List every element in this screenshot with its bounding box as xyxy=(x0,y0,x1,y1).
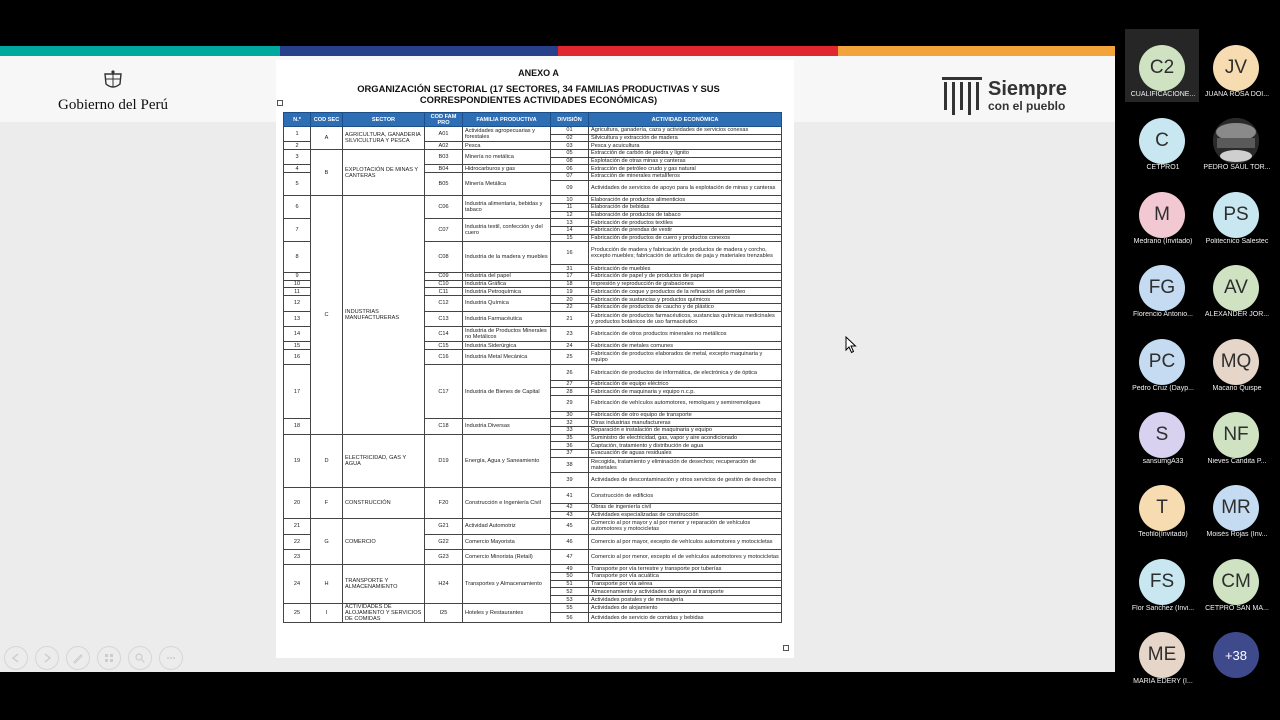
table-cell: C06 xyxy=(425,196,463,219)
table-cell: 16 xyxy=(284,350,311,365)
table-cell: Actividades de servicio de comidas y bebidas xyxy=(589,613,782,623)
table-row xyxy=(284,565,782,573)
table-cell: Elaboración de productos de tabaco xyxy=(589,211,782,219)
avatar: CM xyxy=(1213,559,1259,605)
zoom-button[interactable] xyxy=(128,646,152,670)
table-cell: Fabricación de vehículos automotores, remolques y semirremolques xyxy=(589,396,782,411)
participant-name: CETPRO SAN MA... xyxy=(1205,604,1269,612)
table-cell: 24 xyxy=(551,342,589,350)
table-cell: C12 xyxy=(425,296,463,311)
table-cell: Fabricación de productos de cuero y productos conexos xyxy=(589,234,782,242)
table-cell: C18 xyxy=(425,419,463,434)
table-cell: Industria del papel xyxy=(463,273,551,281)
table-cell: 22 xyxy=(551,303,589,311)
table-cell: B03 xyxy=(425,150,463,165)
participant-name: Macario Quispe xyxy=(1212,384,1262,392)
participant-tile[interactable] xyxy=(1125,29,1199,102)
table-cell: 1 xyxy=(284,127,311,142)
sector-table xyxy=(283,112,782,623)
selection-handle[interactable] xyxy=(783,645,789,651)
avatar: AV xyxy=(1213,265,1259,311)
table-cell: Impresión y reproducción de grabaciones xyxy=(589,280,782,288)
table-row xyxy=(284,434,782,442)
table-cell: 31 xyxy=(551,265,589,273)
table-cell: Actividades especializadas de construcción xyxy=(589,511,782,519)
table-cell: 56 xyxy=(551,613,589,623)
document-subtitle: ORGANIZACIÓN SECTORIAL (17 SECTORES, 34 FAMILIAS PRODUCTIVAS Y SUS CORRESPONDIENTES ACTIVIDADES ECONÓMICAS) xyxy=(357,83,720,105)
table-cell: Industria Diversas xyxy=(463,419,551,434)
table-cell: Fabricación de otros productos minerales no metálicos xyxy=(589,326,782,341)
participant-tile[interactable] xyxy=(1199,249,1273,322)
table-cell: 42 xyxy=(551,503,589,511)
table-cell: Actividades agropecuarias y forestales xyxy=(463,127,551,142)
table-cell: Minería no metálica xyxy=(463,150,551,165)
column-header: SECTOR xyxy=(343,113,425,127)
table-cell: Reparación e instalación de maquinaria y equipo xyxy=(589,426,782,434)
participant-tile[interactable] xyxy=(1199,323,1273,396)
arrow-left-icon xyxy=(10,652,22,664)
participant-tile[interactable] xyxy=(1125,102,1199,175)
table-cell: 13 xyxy=(284,311,311,326)
table-cell: 01 xyxy=(551,127,589,135)
table-cell: Comercio Mayorista xyxy=(463,534,551,549)
column-header: FAMILIA PRODUCTIVA xyxy=(463,113,551,127)
table-cell: I xyxy=(311,603,343,622)
next-button[interactable] xyxy=(35,646,59,670)
columns-icon xyxy=(940,75,984,117)
table-cell: 09 xyxy=(551,180,589,195)
slide-toolbar xyxy=(4,646,183,670)
table-cell: 8 xyxy=(284,242,311,273)
government-logo xyxy=(48,70,178,120)
participant-tile[interactable] xyxy=(1199,396,1273,469)
avatar: +38 xyxy=(1213,632,1259,678)
table-cell: 25 xyxy=(551,350,589,365)
table-cell: Industria de la madera y muebles xyxy=(463,242,551,273)
magnifier-icon xyxy=(134,652,146,664)
table-cell: C11 xyxy=(425,288,463,296)
shared-screen xyxy=(0,46,1115,672)
table-cell: 14 xyxy=(551,226,589,234)
table-cell: 03 xyxy=(551,142,589,150)
table-cell: Fabricación de metales comunes xyxy=(589,342,782,350)
table-cell: 49 xyxy=(551,565,589,573)
participant-tile[interactable] xyxy=(1125,469,1199,542)
table-cell: B xyxy=(311,150,343,196)
color-segment xyxy=(838,46,1115,56)
table-cell: 26 xyxy=(551,365,589,380)
table-cell: C13 xyxy=(425,311,463,326)
document-title: ANEXO A xyxy=(518,68,559,78)
table-cell: Transporte por vía acuática xyxy=(589,573,782,581)
table-cell: COMERCIO xyxy=(343,519,425,565)
table-cell: 18 xyxy=(551,280,589,288)
table-cell: Comercio al por mayor y al por menor y reparación de vehículos automotores y motocicletas xyxy=(589,519,782,534)
table-cell: 4 xyxy=(284,165,311,173)
table-cell: 12 xyxy=(551,211,589,219)
table-cell: 14 xyxy=(284,326,311,341)
table-cell: Construcción de edificios xyxy=(589,488,782,503)
table-cell: 15 xyxy=(284,342,311,350)
table-cell: Recogida, tratamiento y eliminación de desechos; recuperación de materiales xyxy=(589,457,782,472)
table-cell: 43 xyxy=(551,511,589,519)
table-cell: CONSTRUCCIÓN xyxy=(343,488,425,519)
table-cell: F20 xyxy=(425,488,463,519)
avatar: JV xyxy=(1213,45,1259,91)
table-cell: Evacuación de aguas residuales xyxy=(589,450,782,458)
table-cell: 6 xyxy=(284,196,311,219)
pen-button[interactable] xyxy=(66,646,90,670)
table-cell: C17 xyxy=(425,365,463,419)
table-cell: 37 xyxy=(551,450,589,458)
table-cell: Actividades de descontaminación y otros servicios de gestión de desechos xyxy=(589,473,782,488)
table-cell: Pesca xyxy=(463,142,551,150)
table-cell: Fabricación de otro equipo de transporte xyxy=(589,411,782,419)
mouse-cursor-icon xyxy=(845,336,857,354)
table-cell: 36 xyxy=(551,442,589,450)
table-cell: Fabricación de productos textiles xyxy=(589,219,782,227)
avatar: FG xyxy=(1139,265,1185,311)
table-cell: Industria Química xyxy=(463,296,551,311)
table-cell: Industria de Productos Minerales no Metálicos xyxy=(463,326,551,341)
column-header: ACTIVIDAD ECONÓMICA xyxy=(589,113,782,127)
table-cell: Hoteles y Restaurantes xyxy=(463,603,551,622)
participant-name: JUANA ROSA DOI... xyxy=(1204,91,1270,98)
table-cell: 39 xyxy=(551,473,589,488)
column-header: N.º xyxy=(284,113,311,127)
table-cell: Transporte por vía aérea xyxy=(589,580,782,588)
table-cell: Transportes y Almacenamiento xyxy=(463,565,551,603)
table-cell: C14 xyxy=(425,326,463,341)
table-cell: 24 xyxy=(284,565,311,603)
table-cell: 21 xyxy=(551,311,589,326)
table-cell: Industria Metal Mecánica xyxy=(463,350,551,365)
participant-name: sansumgA33 xyxy=(1142,458,1184,465)
table-cell: Extracción de carbón de piedra y lignito xyxy=(589,150,782,158)
table-cell: Fabricación de productos farmacéuticos, sustancias químicas medicinales y productos botánicos de uso farmacéutico xyxy=(589,311,782,326)
participant-name: PEDRO SAUL TOR... xyxy=(1203,164,1271,172)
participant-tile[interactable] xyxy=(1125,249,1199,322)
table-cell: 02 xyxy=(551,134,589,142)
avatar: FS xyxy=(1139,559,1185,605)
table-cell: Hidrocarburos y gas xyxy=(463,165,551,173)
table-cell: 10 xyxy=(551,196,589,204)
table-row xyxy=(284,127,782,135)
table-cell: 12 xyxy=(284,296,311,311)
table-cell: H xyxy=(311,565,343,603)
table-cell: Extracción de petróleo crudo y gas natural xyxy=(589,165,782,173)
avatar: C2 xyxy=(1139,45,1185,91)
table-cell: INDUSTRIAS MANUFACTURERAS xyxy=(343,196,425,434)
color-segment xyxy=(280,46,558,56)
participants-panel xyxy=(1115,0,1280,720)
table-cell: Comercio al por menor, excepto el de vehículos automotores y motocicletas xyxy=(589,550,782,565)
participant-name: CUALIFICACIONE... xyxy=(1130,91,1196,98)
table-cell: Pesca y acuicultura xyxy=(589,142,782,150)
table-cell: 20 xyxy=(551,296,589,304)
table-cell: Obras de ingeniería civil xyxy=(589,503,782,511)
participant-tile[interactable] xyxy=(1125,543,1199,616)
avatar: ME xyxy=(1139,632,1185,678)
table-cell: 07 xyxy=(551,173,589,181)
table-cell: 22 xyxy=(284,534,311,549)
table-cell: 29 xyxy=(551,396,589,411)
table-cell: Fabricación de muebles xyxy=(589,265,782,273)
table-cell: 9 xyxy=(284,273,311,281)
table-cell: 06 xyxy=(551,165,589,173)
table-cell: 21 xyxy=(284,519,311,534)
table-row xyxy=(284,196,782,204)
table-cell: Suministro de electricidad, gas, vapor y aire acondicionado xyxy=(589,434,782,442)
table-cell: Otras industrias manufactureras xyxy=(589,419,782,427)
avatar: S xyxy=(1139,412,1185,458)
table-cell: 2 xyxy=(284,142,311,150)
table-cell: Fabricación de coque y productos de la refinación del petróleo xyxy=(589,288,782,296)
avatar: C xyxy=(1139,118,1185,164)
table-cell: H24 xyxy=(425,565,463,603)
participant-name: Teofilo(Invitado) xyxy=(1138,531,1188,539)
participant-tile[interactable] xyxy=(1199,469,1273,542)
table-cell: Fabricación de productos de informática, de electrónica y de óptica xyxy=(589,365,782,380)
table-cell: 08 xyxy=(551,157,589,165)
table-cell: Minería Metálica xyxy=(463,173,551,196)
table-cell: ELECTRICIDAD, GAS Y AGUA xyxy=(343,434,425,488)
participant-tile[interactable] xyxy=(1125,176,1199,249)
table-cell: 16 xyxy=(551,242,589,265)
table-cell: C xyxy=(311,196,343,434)
color-segment xyxy=(0,46,280,56)
table-cell: Fabricación de prendas de vestir xyxy=(589,226,782,234)
table-cell: 47 xyxy=(551,550,589,565)
table-cell: B05 xyxy=(425,173,463,196)
table-cell: 53 xyxy=(551,596,589,604)
avatar: MR xyxy=(1213,485,1259,531)
participant-name: Medrano (Invitado) xyxy=(1133,237,1193,245)
table-cell: C08 xyxy=(425,242,463,273)
brand-line-1: Siempre xyxy=(988,78,1067,100)
grid-icon xyxy=(103,652,115,664)
table-cell: Industria alimentaria, bebidas y tabaco xyxy=(463,196,551,219)
table-cell: Industria de Bienes de Capital xyxy=(463,365,551,419)
table-row xyxy=(284,150,782,158)
table-cell: AGRICULTURA, GANADERIA SILVICULTURA Y PESCA xyxy=(343,127,425,150)
table-cell: 33 xyxy=(551,426,589,434)
table-cell: 15 xyxy=(551,234,589,242)
table-cell: Elaboración de bebidas xyxy=(589,203,782,211)
profile-photo-icon xyxy=(1213,118,1259,164)
participant-name: Pedro Cruz (Dayp... xyxy=(1132,384,1194,392)
table-cell: 27 xyxy=(551,380,589,388)
avatar: MQ xyxy=(1213,339,1259,385)
table-cell: 28 xyxy=(551,388,589,396)
table-cell: Transporte por vía terrestre y transporte por tuberías xyxy=(589,565,782,573)
table-cell: 35 xyxy=(551,434,589,442)
table-cell: 11 xyxy=(284,288,311,296)
participant-tile[interactable] xyxy=(1199,29,1273,102)
table-cell: 19 xyxy=(284,434,311,488)
more-options-button[interactable] xyxy=(159,646,183,670)
table-cell: C07 xyxy=(425,219,463,242)
participant-name: ALEXANDER JOR... xyxy=(1204,311,1270,319)
avatar: PC xyxy=(1139,339,1185,385)
participant-name: Florencio Antonio... xyxy=(1133,311,1193,319)
government-name: Gobierno del Perú xyxy=(58,97,168,113)
table-cell: G21 xyxy=(425,519,463,534)
table-cell: 30 xyxy=(551,411,589,419)
table-cell: 55 xyxy=(551,603,589,613)
table-cell: Silvicultura y extracción de madera xyxy=(589,134,782,142)
table-row xyxy=(284,488,782,503)
table-cell: G23 xyxy=(425,550,463,565)
table-cell: 50 xyxy=(551,573,589,581)
participant-name: Politecnico Salestec xyxy=(1205,237,1269,245)
table-cell: TRANSPORTE Y ALMACENAMIENTO xyxy=(343,565,425,603)
table-cell: G xyxy=(311,519,343,565)
table-cell: 05 xyxy=(551,150,589,158)
table-cell: 41 xyxy=(551,488,589,503)
table-cell: Almacenamiento y actividades de apoyo al transporte xyxy=(589,588,782,596)
participant-tile[interactable] xyxy=(1199,543,1273,616)
avatar: T xyxy=(1139,485,1185,531)
more-dots-icon xyxy=(165,652,177,664)
table-cell: I25 xyxy=(425,603,463,622)
table-cell: 45 xyxy=(551,519,589,534)
coat-of-arms-icon xyxy=(102,70,124,90)
siempre-con-el-pueblo-logo xyxy=(940,72,1075,120)
column-header: DIVISIÓN xyxy=(551,113,589,127)
participant-name: CETPRO1 xyxy=(1146,164,1180,172)
table-cell: Captación, tratamiento y distribución de agua xyxy=(589,442,782,450)
document-page xyxy=(276,60,794,658)
table-cell: A02 xyxy=(425,142,463,150)
participant-name: Nieves Candita P... xyxy=(1207,458,1267,465)
table-cell: Industria Farmacéutica xyxy=(463,311,551,326)
participant-name: MARIA EDERY (I... xyxy=(1133,678,1193,686)
table-cell: D19 xyxy=(425,434,463,488)
table-cell: B04 xyxy=(425,165,463,173)
pen-icon xyxy=(72,652,84,664)
table-cell: C09 xyxy=(425,273,463,281)
table-cell: Explotación de otras minas y canteras xyxy=(589,157,782,165)
table-cell: 17 xyxy=(551,273,589,281)
table-cell: 20 xyxy=(284,488,311,519)
table-cell: Extracción de minerales metalíferos xyxy=(589,173,782,181)
table-cell: Comercio Minorista (Retail) xyxy=(463,550,551,565)
selection-handle[interactable] xyxy=(277,100,283,106)
table-row xyxy=(284,603,782,613)
table-row xyxy=(284,519,782,534)
table-cell: Industria Gráfica xyxy=(463,280,551,288)
table-cell: 10 xyxy=(284,280,311,288)
table-cell: F xyxy=(311,488,343,519)
table-cell: D xyxy=(311,434,343,488)
table-cell: C16 xyxy=(425,350,463,365)
table-header-row xyxy=(284,113,782,127)
avatar: M xyxy=(1139,192,1185,238)
arrow-right-icon xyxy=(41,652,53,664)
table-cell: Industria Petroquímica xyxy=(463,288,551,296)
participant-tile[interactable] xyxy=(1125,323,1199,396)
table-cell: 13 xyxy=(551,219,589,227)
table-cell: Fabricación de papel y de productos de papel xyxy=(589,273,782,281)
table-cell: Industria Siderúrgica xyxy=(463,342,551,350)
participant-tile[interactable] xyxy=(1125,616,1199,689)
slides-button[interactable] xyxy=(97,646,121,670)
column-header: COD FAM PRO xyxy=(425,113,463,127)
participant-tile[interactable] xyxy=(1199,102,1273,175)
column-header: COD SEC xyxy=(311,113,343,127)
table-cell: 23 xyxy=(284,550,311,565)
table-cell: G22 xyxy=(425,534,463,549)
table-cell: ACTIVIDADES DE ALOJAMIENTO Y SERVICIOS DE COMIDAS xyxy=(343,603,425,622)
table-cell: Producción de madera y fabricación de productos de madera y corcho, excepto muebles; fabricación de artículos de paja y materiales trenzables xyxy=(589,242,782,265)
table-cell: 51 xyxy=(551,580,589,588)
table-cell: 7 xyxy=(284,219,311,242)
table-cell: C15 xyxy=(425,342,463,350)
table-cell: Actividad Automotriz xyxy=(463,519,551,534)
table-cell: 25 xyxy=(284,603,311,622)
slide-color-bar xyxy=(0,46,1115,56)
color-segment xyxy=(558,46,838,56)
table-cell: Agricultura, ganadería, caza y actividades de servicios conexas xyxy=(589,127,782,135)
table-cell: 38 xyxy=(551,457,589,472)
table-cell: Construcción e Ingeniería Civil xyxy=(463,488,551,519)
table-cell: 23 xyxy=(551,326,589,341)
table-cell: 19 xyxy=(551,288,589,296)
previous-button[interactable] xyxy=(4,646,28,670)
table-cell: 17 xyxy=(284,365,311,419)
table-cell: 5 xyxy=(284,173,311,196)
table-cell: EXPLOTACIÓN DE MINAS Y CANTERAS xyxy=(343,150,425,196)
table-cell: 3 xyxy=(284,150,311,165)
table-cell: 18 xyxy=(284,419,311,434)
brand-line-2: con el pueblo xyxy=(988,99,1066,113)
avatar: NF xyxy=(1213,412,1259,458)
more-participants-tile[interactable] xyxy=(1199,616,1273,689)
table-cell: Fabricación de equipo eléctrico xyxy=(589,380,782,388)
table-cell: C10 xyxy=(425,280,463,288)
table-cell: Industria textil, confección y del cuero xyxy=(463,219,551,242)
table-cell: 32 xyxy=(551,419,589,427)
table-cell: 46 xyxy=(551,534,589,549)
avatar xyxy=(1213,118,1259,164)
table-cell: Elaboración de productos alimenticios xyxy=(589,196,782,204)
table-cell: A01 xyxy=(425,127,463,142)
participant-name: Moisés Rojas (Inv... xyxy=(1206,531,1268,539)
table-cell: A xyxy=(311,127,343,150)
table-cell: Actividades postales y de mensajería xyxy=(589,596,782,604)
table-cell: Fabricación de productos elaborados de metal, excepto maquinaria y equipo xyxy=(589,350,782,365)
table-cell: Energía, Agua y Saneamiento xyxy=(463,434,551,488)
table-cell: 11 xyxy=(551,203,589,211)
table-cell: Actividades de servicios de apoyo para la explotación de minas y canteras xyxy=(589,180,782,195)
avatar: PS xyxy=(1213,192,1259,238)
table-cell: Fabricación de maquinaria y equipo n.c.p. xyxy=(589,388,782,396)
table-cell: Comercio al por mayor, excepto de vehículos automotores y motocicletas xyxy=(589,534,782,549)
participant-name: Flor Sanchez (Invi... xyxy=(1131,604,1195,612)
participant-tile[interactable] xyxy=(1199,176,1273,249)
table-cell: Actividades de alojamiento xyxy=(589,603,782,613)
table-cell: 52 xyxy=(551,588,589,596)
table-cell: Fabricación de sustancias y productos químicos xyxy=(589,296,782,304)
table-cell: Fabricación de productos de caucho y de plástico xyxy=(589,303,782,311)
participant-tile[interactable] xyxy=(1125,396,1199,469)
